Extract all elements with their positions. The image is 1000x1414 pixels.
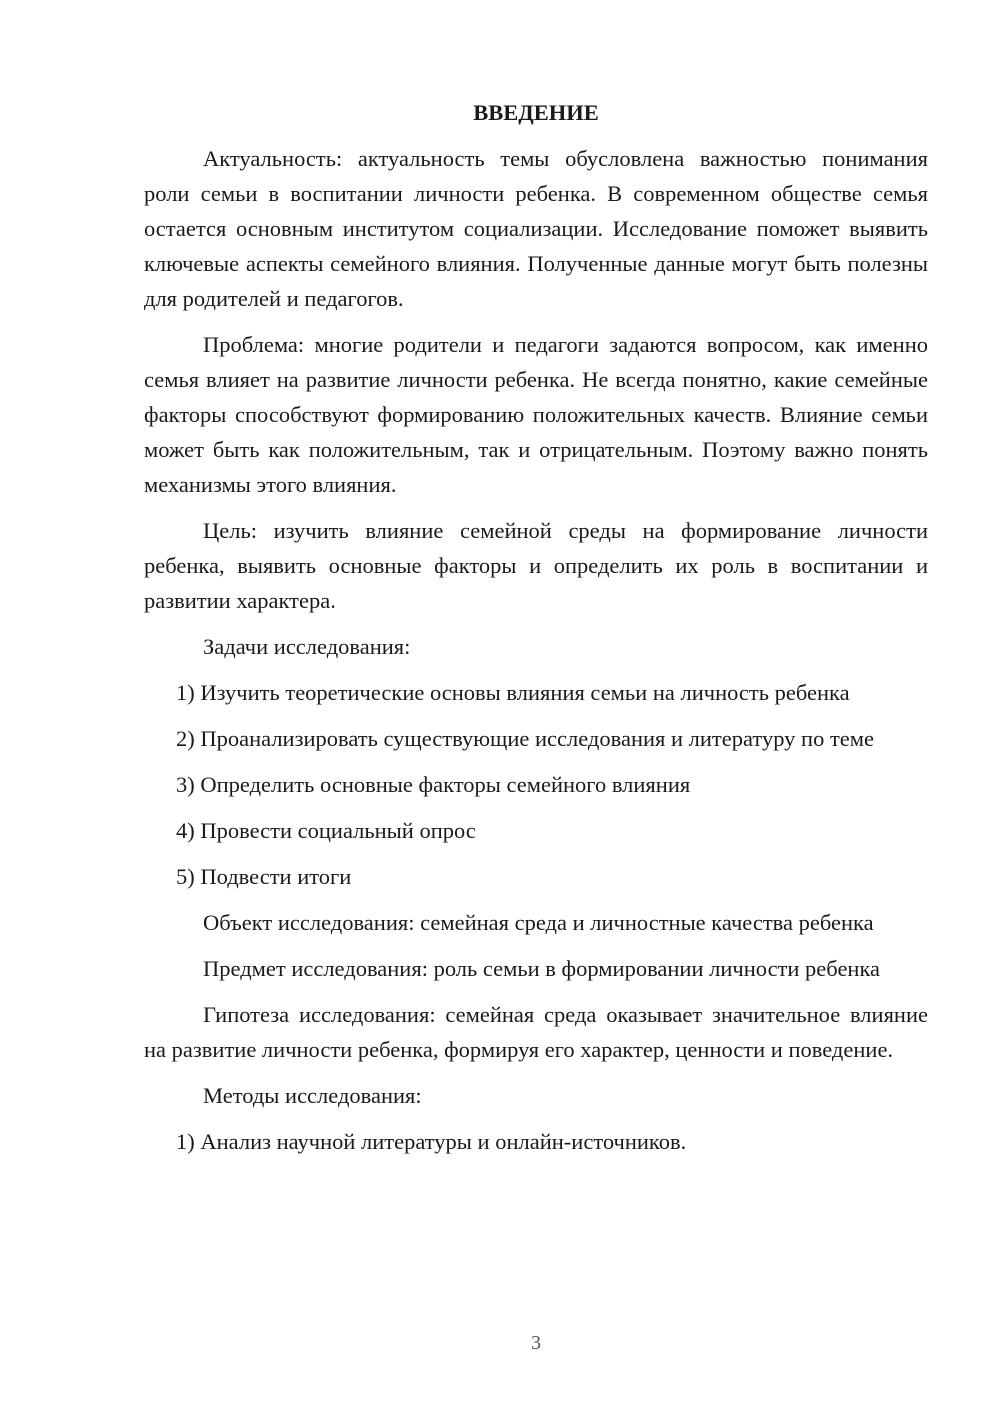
tasks-heading: Задачи исследования: bbox=[203, 634, 411, 659]
page-content bbox=[144, 95, 928, 1170]
object-paragraph: Объект исследования: семейная среда и личностные качества ребенка bbox=[203, 910, 874, 935]
subject-paragraph: Предмет исследования: роль семьи в формировании личности ребенка bbox=[203, 956, 881, 981]
page-number: 3 bbox=[531, 1332, 541, 1354]
relevance-paragraph: Актуальность: актуальность темы обусловлена важностью понимания роли семьи в воспитании личности ребенка. В современном обществе семья остается основным институтом социализации. Исследование поможет выявить ключевые аспекты семейного влияния. Полученные данные могут быть полезны для родителей и педагогов. bbox=[144, 146, 928, 311]
goal-paragraph: Цель: изучить влияние семейной среды на формирование личности ребенка, выявить основные факторы и определить их роль в воспитании и развитии характера. bbox=[144, 518, 928, 613]
hypothesis-paragraph: Гипотеза исследования: семейная среда оказывает значительное влияние на развитие личности ребенка, формируя его характер, ценности и поведение. bbox=[144, 1002, 928, 1062]
methods-heading: Методы исследования: bbox=[203, 1083, 422, 1108]
problem-paragraph: Проблема: многие родители и педагоги задаются вопросом, как именно семья влияет на развитие личности ребенка. Не всегда понятно, какие семейные факторы способствуют формированию положительных качеств. Влияние семьи может быть как положительным, так и отрицательным. Поэтому важно понять механизмы этого влияния. bbox=[144, 332, 928, 497]
section-title: ВВЕДЕНИЕ bbox=[473, 100, 599, 125]
task-item: 4) Провести социальный опрос bbox=[176, 818, 476, 843]
task-item: 1) Изучить теоретические основы влияния семьи на личность ребенка bbox=[176, 680, 850, 705]
method-item: 1) Анализ научной литературы и онлайн-источников. bbox=[176, 1129, 687, 1154]
task-item: 3) Определить основные факторы семейного влияния bbox=[176, 772, 691, 797]
task-item: 2) Проанализировать существующие исследования и литературу по теме bbox=[176, 726, 874, 751]
task-item: 5) Подвести итоги bbox=[176, 864, 352, 889]
